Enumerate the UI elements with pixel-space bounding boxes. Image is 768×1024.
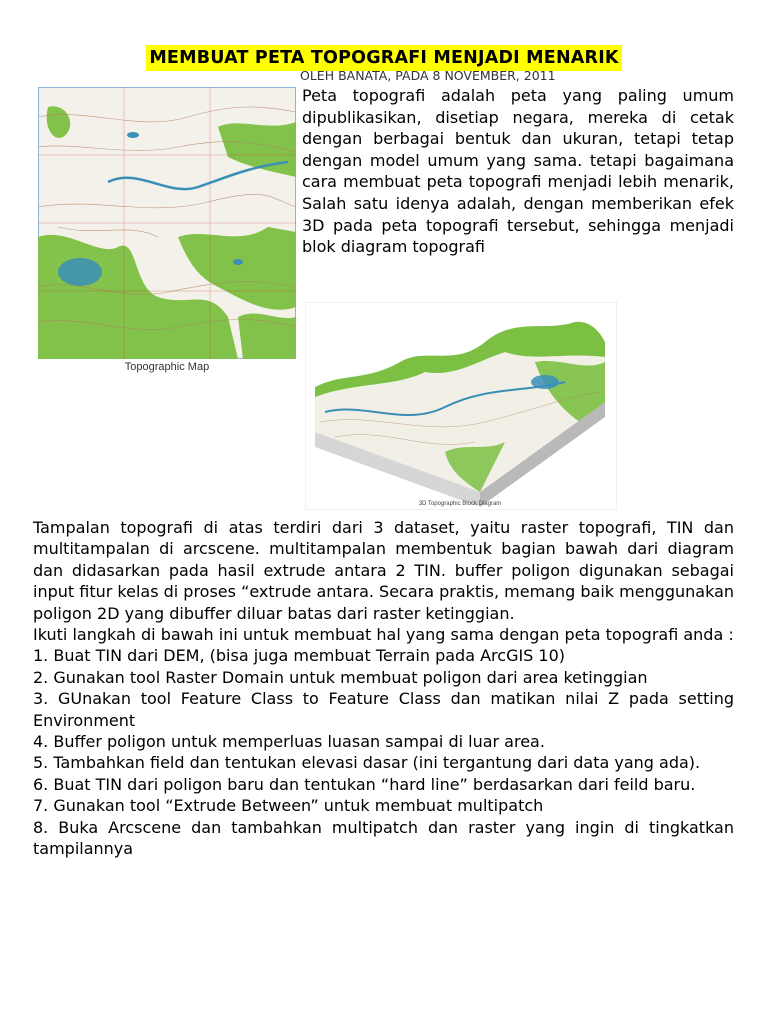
list-item: 6. Buat TIN dari poligon baru dan tentukan “hard line” berdasarkan dari feild baru. (33, 774, 696, 794)
article-body (33, 517, 734, 860)
list-item: 3. GUnakan tool Feature Class to Feature Class dan matikan nilai Z pada setting Environment (33, 689, 734, 730)
body-paragraph: Tampalan topografi di atas terdiri dari 3 dataset, yaitu raster topografi, TIN dan multitampalan di arcscene. multitampalan membentuk bagian bawah dari diagram dan didasarkan pada hasil extrude antara 2 TIN. buffer poligon digunakan sebagai input fitur kelas di proses “extrude antara. Secara praktis, memang baik menggunakan poligon 2D yang dibuffer diluar batas dari raster ketinggian. (33, 518, 735, 623)
block-diagram-caption: 3D Topographic Block Diagram (418, 501, 502, 507)
byline: OLEH BANATA, PADA 8 NOVEMBER, 2011 (300, 68, 556, 83)
body-paragraph: Ikuti langkah di bawah ini untuk membuat hal yang sama dengan peta topografi anda : (33, 625, 734, 645)
list-item: 5. Tambahkan field dan tentukan elevasi dasar (ini tergantung dari data yang ada). (33, 753, 701, 773)
block-diagram-image (305, 302, 617, 510)
page-title: MEMBUAT PETA TOPOGRAFI MENJADI MENARIK (146, 45, 622, 71)
list-item: 7. Gunakan tool “Extrude Between” untuk membuat multipatch (33, 796, 544, 816)
steps-list (33, 645, 734, 859)
list-item: 2. Gunakan tool Raster Domain untuk membuat poligon dari area ketinggian (33, 667, 648, 687)
map-caption: Topographic Map (124, 361, 210, 373)
list-item: 1. Buat TIN dari DEM, (bisa juga membuat Terrain pada ArcGIS 10) (33, 646, 566, 666)
list-item: 4. Buffer poligon untuk memperluas luasan sampai di luar area. (33, 732, 545, 752)
intro-paragraph: Peta topografi adalah peta yang paling umum dipublikasikan, disetiap negara, mereka di cetak dengan berbagai bentuk dan ukuran, tetapi tetap dengan model umum yang sama. tetapi bagaimana cara membuat peta topografi menjadi lebih menarik, Salah satu idenya adalah, dengan memberikan efek 3D pada peta topografi tersebut, sehingga menjadi blok diagram topografi (302, 86, 734, 257)
topographic-map-image (38, 87, 296, 359)
list-item: 8. Buka Arcscene dan tambahkan multipatch dan raster yang ingin di tingkatkan tampilannya (33, 817, 734, 859)
